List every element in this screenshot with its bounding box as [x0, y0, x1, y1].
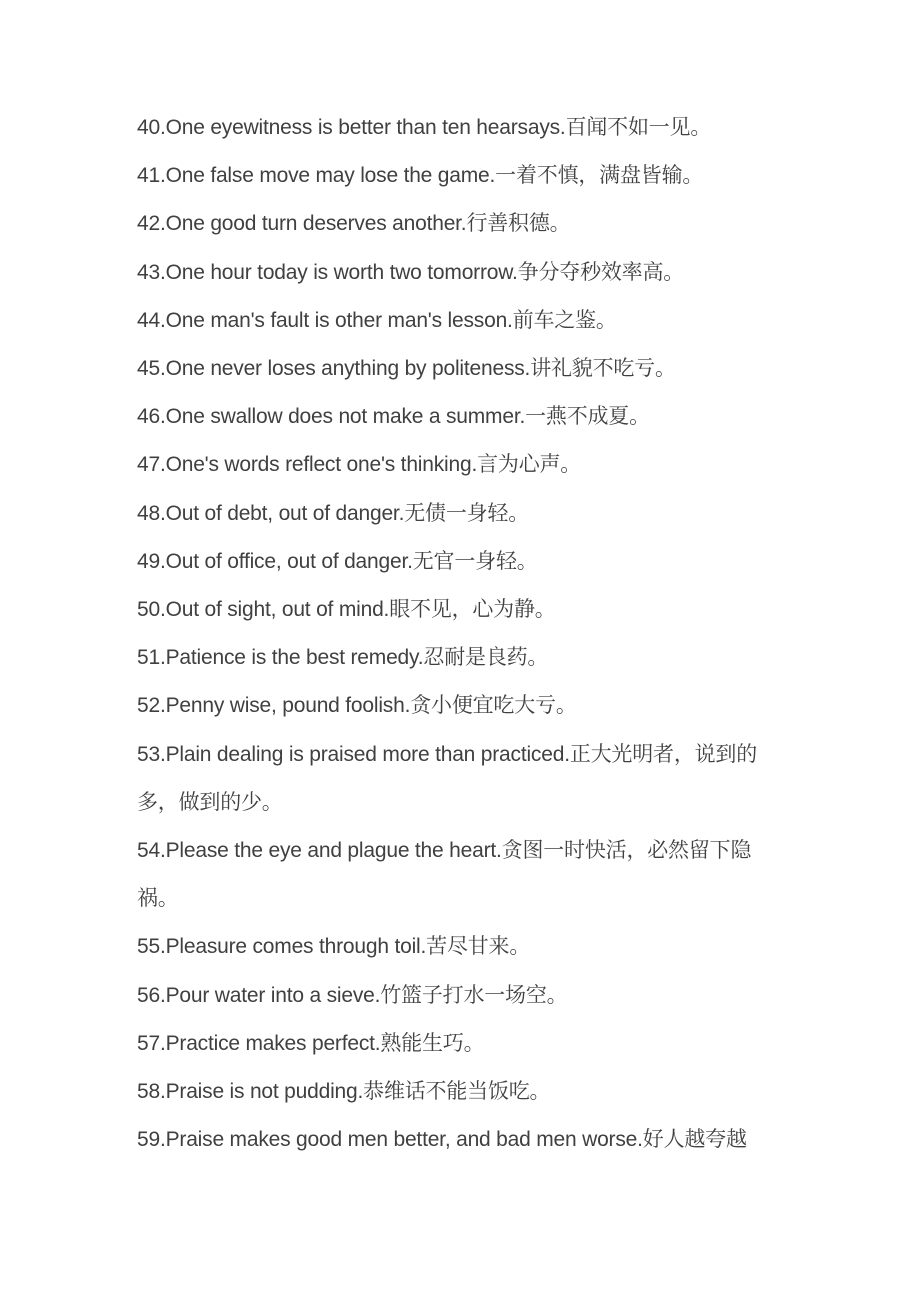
item-english: Pour water into a sieve. [165, 983, 381, 1007]
proverb-item [137, 923, 792, 971]
proverb-item [137, 393, 792, 441]
item-chinese: 一燕不成夏。 [525, 405, 650, 429]
item-english: Praise makes good men better, and bad men worse. [165, 1128, 643, 1152]
proverb-item [137, 731, 792, 827]
item-number: 40. [137, 116, 166, 139]
proverb-item [137, 634, 792, 682]
item-english: One swallow does not make a summer. [165, 405, 526, 429]
item-chinese: 好人越夸越 [642, 1128, 747, 1152]
item-chinese: 忍耐是良药。 [423, 646, 549, 670]
proverb-item [137, 297, 792, 345]
item-number: 46. [137, 405, 166, 429]
proverb-item [137, 249, 792, 297]
proverb-item [137, 1020, 792, 1068]
item-number: 56. [137, 983, 166, 1007]
proverb-item [137, 200, 792, 248]
item-number: 49. [137, 549, 166, 573]
item-chinese: 贪图一时快活，必然留下隐祸。 [137, 839, 752, 911]
item-english: Penny wise, pound foolish. [165, 694, 411, 718]
item-number: 45. [137, 357, 166, 381]
item-english: Please the eye and plague the heart. [165, 839, 502, 863]
item-chinese: 眼不见，心为静。 [389, 598, 556, 622]
proverb-item [137, 972, 792, 1020]
item-number: 48. [137, 501, 166, 525]
item-number: 59. [137, 1128, 166, 1152]
item-chinese: 竹篮子打水一场空。 [380, 983, 568, 1007]
item-chinese: 苦尽甘来。 [426, 935, 531, 959]
proverb-item [137, 682, 792, 730]
item-number: 54. [137, 839, 166, 863]
proverb-item [137, 490, 792, 538]
item-english: One hour today is worth two tomorrow. [165, 260, 518, 284]
item-number: 47. [137, 453, 166, 477]
proverb-item [137, 441, 792, 489]
item-chinese: 一着不慎，满盘皆输。 [495, 164, 704, 188]
item-chinese: 无债一身轻。 [404, 501, 530, 525]
item-chinese: 无官一身轻。 [412, 549, 538, 573]
item-number: 57. [137, 1031, 166, 1055]
item-english: One good turn deserves another. [165, 212, 467, 236]
proverb-item [137, 1068, 792, 1116]
item-english: Practice makes perfect. [165, 1031, 381, 1055]
item-chinese: 行善积德。 [466, 212, 571, 236]
item-english: One's words reflect one's thinking. [165, 453, 478, 477]
item-chinese: 恭维话不能当饭吃。 [363, 1080, 551, 1104]
item-chinese: 言为心声。 [477, 453, 582, 477]
item-chinese: 正大光明者，说到的多，做到的少。 [137, 742, 758, 814]
item-english: Plain dealing is praised more than practiced. [165, 742, 570, 766]
item-number: 53. [137, 742, 166, 766]
item-chinese: 前车之鉴。 [512, 308, 617, 332]
item-number: 42. [137, 212, 166, 236]
proverb-item [137, 1116, 792, 1164]
proverb-item [137, 104, 792, 152]
item-number: 58. [137, 1080, 166, 1104]
proverb-item [137, 345, 792, 393]
item-chinese: 熟能生巧。 [380, 1031, 485, 1055]
item-english: Praise is not pudding. [165, 1080, 364, 1104]
proverb-item [137, 586, 792, 634]
item-chinese: 百闻不如一见。 [565, 116, 712, 139]
item-number: 51. [137, 646, 166, 670]
item-number: 43. [137, 260, 166, 284]
item-english: One eyewitness is better than ten hearsays. [165, 116, 566, 139]
item-number: 44. [137, 308, 166, 332]
item-number: 52. [137, 694, 166, 718]
item-english: Pleasure comes through toil. [165, 935, 427, 959]
item-number: 41. [137, 164, 166, 188]
item-english: Out of debt, out of danger. [165, 501, 405, 525]
item-chinese: 贪小便宜吃大亏。 [410, 694, 577, 718]
item-english: One false move may lose the game. [165, 164, 496, 188]
proverb-item [137, 152, 792, 200]
proverb-item [137, 827, 792, 923]
item-chinese: 讲礼貌不吃亏。 [530, 357, 676, 381]
item-chinese: 争分夺秒效率高。 [517, 260, 685, 284]
item-english: Out of office, out of danger. [165, 549, 413, 573]
item-number: 50. [137, 598, 166, 622]
item-english: Patience is the best remedy. [165, 646, 424, 670]
proverb-item [137, 538, 792, 586]
item-english: One never loses anything by politeness. [165, 357, 531, 381]
item-english: Out of sight, out of mind. [165, 598, 390, 622]
item-number: 55. [137, 935, 166, 959]
item-english: One man's fault is other man's lesson. [165, 308, 513, 332]
